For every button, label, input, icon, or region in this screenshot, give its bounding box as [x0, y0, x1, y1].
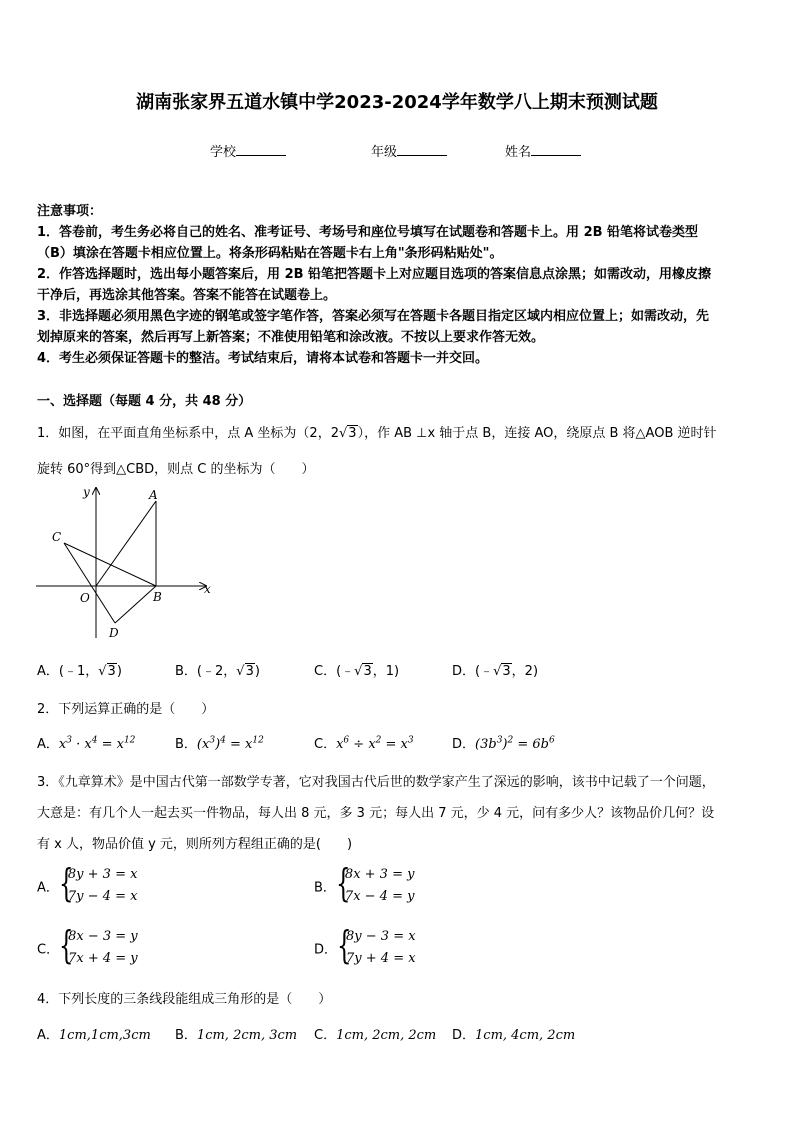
q3-option-a-system: { 8y + 3 = x 7y − 4 = x — [59, 864, 138, 908]
q3-option-c-eq2: 7x + 4 = y — [68, 951, 138, 966]
q3-option-a-eq1: 8y + 3 = x — [67, 867, 138, 882]
q1-sqrt: √3 — [338, 426, 357, 441]
label-d: D — [109, 626, 119, 640]
q2-option-d-label: D． — [452, 737, 476, 752]
segment-db — [115, 586, 156, 623]
section-heading: 一、选择题（每题 4 分，共 48 分） — [37, 394, 252, 409]
label-y: y — [83, 485, 90, 499]
school-label: 学校 — [210, 145, 237, 160]
q3-option-b-eq1: 8x + 3 = y — [344, 867, 415, 882]
q4-option-a-value: 1cm,1cm,3cm — [58, 1028, 151, 1043]
name-field — [505, 141, 581, 160]
q1-option-c: C．(﹣√3，1) — [314, 664, 400, 679]
q3-option-c — [37, 923, 138, 970]
name-blank — [531, 143, 581, 156]
q1-option-b-pre: B．(﹣2， — [175, 664, 237, 679]
q1-option-a-pre: A．(﹣1， — [37, 664, 99, 679]
notes-heading: 注意事项： — [37, 204, 103, 219]
q3-option-d-system: { 8y − 3 = x 7y + 4 = x — [337, 926, 416, 970]
q1-option-d-pre: D．(﹣ — [452, 664, 494, 679]
q1-stem-line1 — [37, 422, 717, 441]
q1-option-d: D．(﹣√3，2) — [452, 664, 539, 679]
q3-stem-line3: 有 x 人，物品价值 y 元，则所列方程组正确的是( ) — [37, 837, 353, 852]
q4-option-b-value: 1cm, 2cm, 3cm — [196, 1028, 298, 1043]
name-label: 姓名 — [505, 145, 532, 160]
label-a: A — [149, 488, 158, 502]
note-4: 4．考生必须保证答题卡的整洁。考试结束后，请将本试卷和答题卡一并交回。 — [37, 351, 489, 366]
label-c: C — [52, 530, 62, 544]
q4-option-a — [37, 1024, 151, 1043]
segment-oa — [96, 501, 156, 586]
q4-option-a-label: A． — [37, 1028, 59, 1043]
q4-option-b-label: B． — [175, 1028, 197, 1043]
q1-option-a: A．(﹣1，√3) — [37, 664, 122, 679]
grade-field — [371, 141, 447, 160]
q3-option-d — [314, 923, 416, 970]
q3-option-d-eq1: 8y − 3 = x — [346, 929, 416, 944]
school-blank — [236, 143, 286, 156]
label-b: B — [153, 590, 162, 604]
q3-option-c-eq1: 8x − 3 = y — [68, 929, 138, 944]
q4-option-d — [452, 1024, 575, 1043]
q1-option-b: B．(﹣2，√3) — [175, 664, 260, 679]
q3-option-a — [37, 861, 138, 908]
q1-stem-part2: ），作 AB ⊥x 轴于点 B，连接 AO，绕原点 B 将△AOB 逆时针 — [357, 426, 717, 441]
q3-option-b-label: B． — [314, 880, 336, 896]
q3-option-b-system: { 8x + 3 = y 7x − 4 = y — [336, 864, 415, 908]
q3-option-a-eq2: 7y − 4 = x — [67, 889, 138, 904]
q4-option-c-value: 1cm, 2cm, 2cm — [336, 1028, 437, 1043]
q4-stem: 4．下列长度的三条线段能组成三角形的是（ ） — [37, 992, 332, 1007]
q1-option-d-post: ，2) — [511, 664, 539, 679]
note-3a: 3．非选择题必须用黑色字迹的钢笔或签字笔作答，答案必须写在答题卡各题目指定区域内相应位置上；如需改动，先 — [37, 309, 710, 324]
q1-option-a-rad: 3 — [107, 664, 116, 679]
label-x: x — [204, 582, 211, 596]
q1-radicand: 3 — [348, 426, 357, 441]
q1-stem-part1: 1．如图，在平面直角坐标系中，点 A 坐标为（2，2 — [37, 426, 339, 441]
q1-option-c-pre: C．(﹣ — [314, 664, 355, 679]
q3-option-a-label: A． — [37, 880, 59, 896]
q1-figure — [34, 483, 219, 643]
note-2a: 2．作答选择题时，选出每小题答案后，用 2B 铅笔把答题卡上对应题目选项的答案信息点涂黑；如需改动，用橡皮擦 — [37, 267, 712, 282]
q1-stem-line2: 旋转 60°得到△CBD，则点 C 的坐标为（ ） — [37, 462, 315, 477]
q3-option-c-label: C． — [37, 942, 60, 958]
note-2b: 干净后，再选涂其他答案。答案不能答在试题卷上。 — [37, 288, 337, 303]
label-o: O — [80, 591, 90, 605]
q3-option-d-eq2: 7y + 4 = x — [346, 951, 416, 966]
q2-option-b-label: B． — [175, 737, 197, 752]
note-1a: 1．答卷前，考生务必将自己的姓名、准考证号、考场号和座位号填写在试题卷和答题卡上。用 2B 铅笔将试卷类型 — [37, 225, 699, 240]
q2-stem: 2．下列运算正确的是（ ） — [37, 702, 215, 717]
note-1b: （B）填涂在答题卡相应位置上。将条形码粘贴在答题卡右上角"条形码粘贴处"。 — [37, 246, 503, 261]
note-3b: 划掉原来的答案，然后再写上新答案；不准使用铅笔和涂改液。不按以上要求作答无效。 — [37, 330, 545, 345]
grade-label: 年级 — [371, 145, 398, 160]
q2-option-a: A．$x^3 \cdot x^4 = x^{12}$ — [37, 735, 136, 752]
school-field — [210, 141, 286, 160]
q3-option-c-system: { 8x − 3 = y 7x + 4 = y — [59, 926, 138, 970]
q1-option-d-rad: 3 — [502, 664, 511, 679]
q3-option-b — [314, 861, 415, 908]
grade-blank — [397, 143, 447, 156]
q4-option-c-label: C． — [314, 1028, 337, 1043]
q1-option-c-rad: 3 — [363, 664, 372, 679]
q3-option-d-label: D． — [314, 942, 338, 958]
q2-option-c-label: C． — [314, 737, 337, 752]
q4-option-d-value: 1cm, 4cm, 2cm — [475, 1028, 576, 1043]
q2-option-d: D．$(3b^3)^2 = 6b^6$ — [452, 735, 555, 752]
q2-option-a-label: A． — [37, 737, 59, 752]
q4-option-b — [175, 1024, 297, 1043]
q3-stem-line1: 3．《九章算术》是中国古代第一部数学专著，它对我国古代后世的数学家产生了深远的影响，该书中记载了一个问题， — [37, 775, 715, 790]
q2-option-c: C．$x^6 \div x^2 = x^3$ — [314, 735, 414, 752]
q3-stem-line2: 大意是：有几个人一起去买一件物品，每人出 8 元，多 3 元；每人出 7 元，少 4 元，问有多少人？该物品价几何？设 — [37, 806, 715, 821]
q1-option-a-post: ) — [116, 664, 122, 679]
q3-option-b-eq2: 7x − 4 = y — [344, 889, 415, 904]
q2-option-b: B．$(x^3)^4 = x^{12}$ — [175, 735, 264, 752]
q1-option-b-post: ) — [254, 664, 260, 679]
q4-option-d-label: D． — [452, 1028, 476, 1043]
page-title: 湖南张家界五道水镇中学2023-2024学年数学八上期末预测试题 — [136, 92, 658, 113]
q1-option-b-rad: 3 — [245, 664, 254, 679]
q1-option-c-post: ，1) — [372, 664, 400, 679]
q4-option-c — [314, 1024, 436, 1043]
